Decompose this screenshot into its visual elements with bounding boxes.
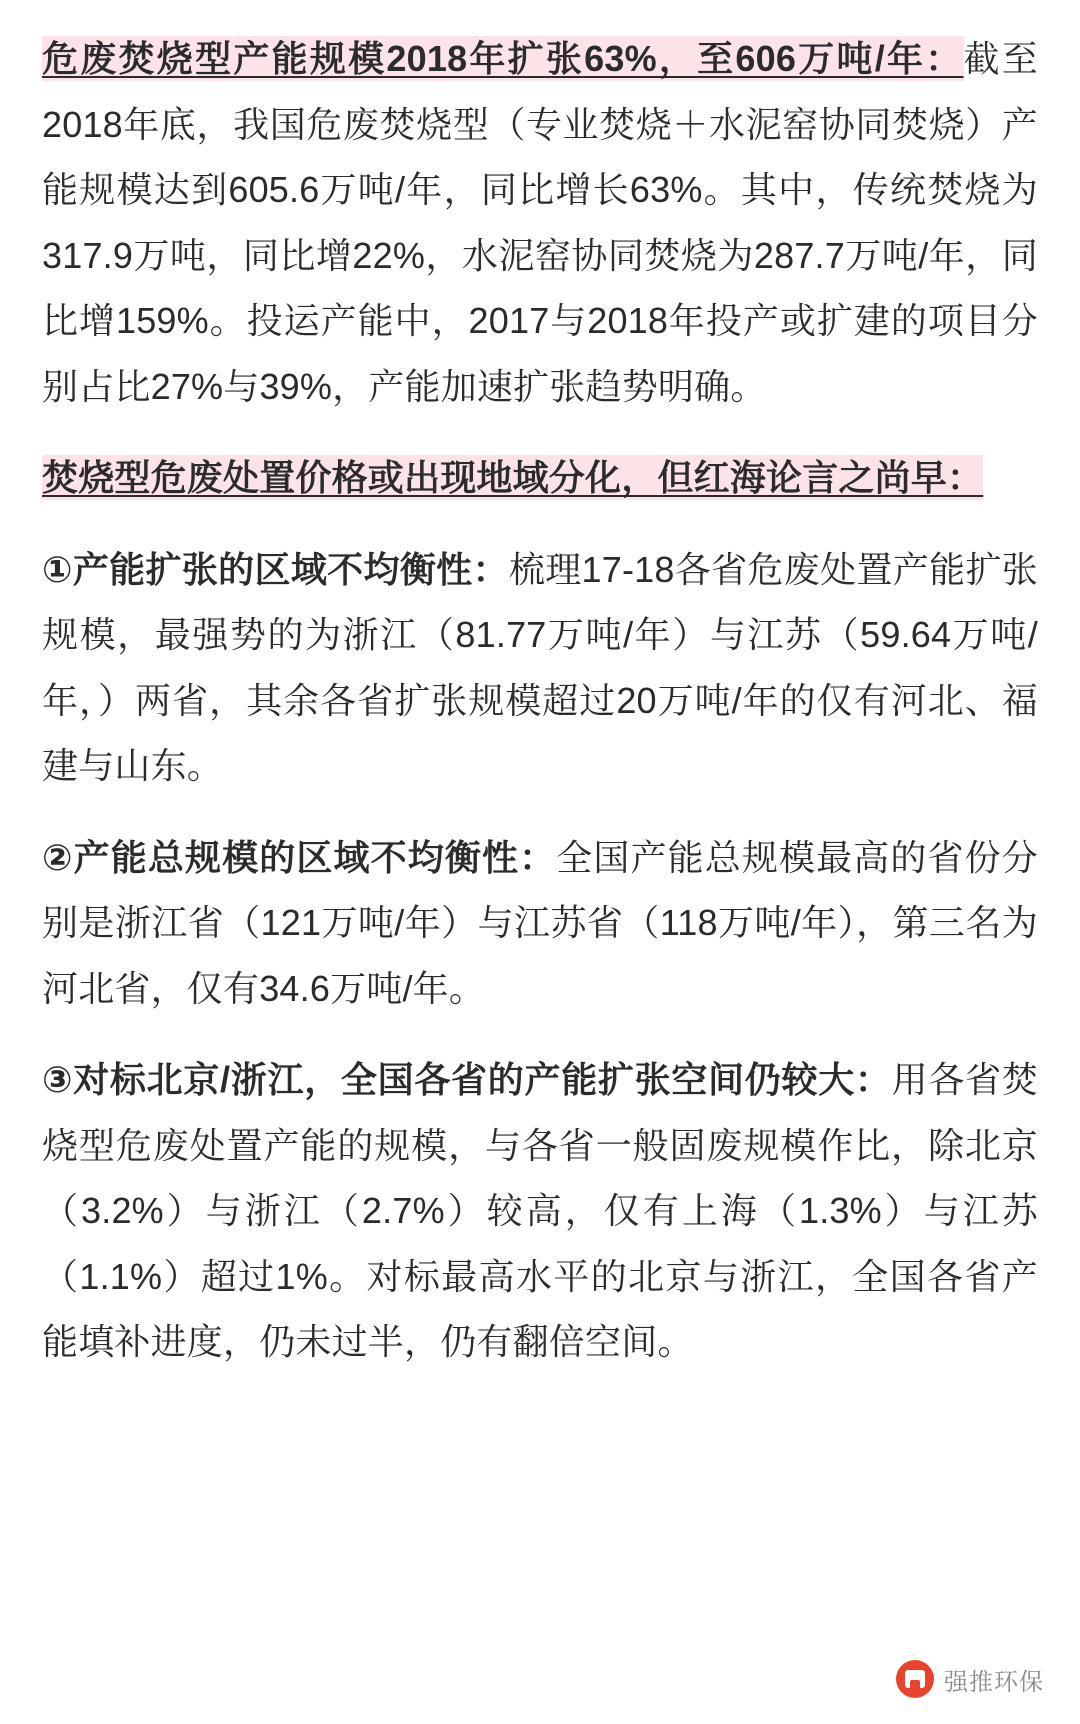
list-item-text: 全国产能总规模最高的省份分别是浙江省（121万吨/年）与江苏省（118万吨/年），第三名为河北省，仅有34.6万吨/年。 [42,836,1038,1009]
watermark-label: 强推环保 [944,1668,1044,1696]
brand-logo-icon [896,1660,934,1698]
list-item-label: ①产能扩张的区域不均衡性： [42,548,509,590]
spacer [42,811,1038,825]
section-1-body: 截至2018年底，我国危废焚烧型（专业焚烧＋水泥窑协同焚烧）产能规模达到605.6万吨/年，同比增长63%。其中，传统焚烧为317.9万吨，同比增22%，水泥窑协同焚烧为287.7万吨/年，同比增159%。投运产能中，2017与2018年投产或扩建的项目分别占比27%与39%，产能加速扩张趋势明确。 [42,38,1038,407]
list-item [42,1047,1038,1375]
spacer [42,523,1038,537]
list-item-text: 梳理17-18各省危废处置产能扩张规模，最强势的为浙江（81.77万吨/年）与江苏（59.64万吨/年，）两省，其余各省扩张规模超过20万吨/年的仅有河北、福建与山东。 [42,548,1038,787]
list-item [42,537,1038,799]
section-2-heading-wrap [42,445,1038,511]
list-item-label: ②产能总规模的区域不均衡性： [42,836,557,878]
section-1-heading: 危废焚烧型产能规模2018年扩张63%，至606万吨/年： [42,38,964,79]
list-item-text: 用各省焚烧型危废处置产能的规模，与各省一般固废规模作比，除北京（3.2%）与浙江（2.7%）较高，仅有上海（1.3%）与江苏（1.1%）超过1%。对标最高水平的北京与浙江，全国各省产能填补进度，仍未过半，仍有翻倍空间。 [42,1059,1038,1363]
spacer [42,1033,1038,1047]
watermark [896,1660,1044,1698]
section-1 [42,26,1038,419]
spacer [42,431,1038,445]
section-2-heading: 焚烧型危废处置价格或出现地域分化，但红海论言之尚早： [42,457,984,499]
list-item-label: ③对标北京/浙江，全国各省的产能扩张空间仍较大： [42,1059,892,1101]
list-item [42,825,1038,1022]
